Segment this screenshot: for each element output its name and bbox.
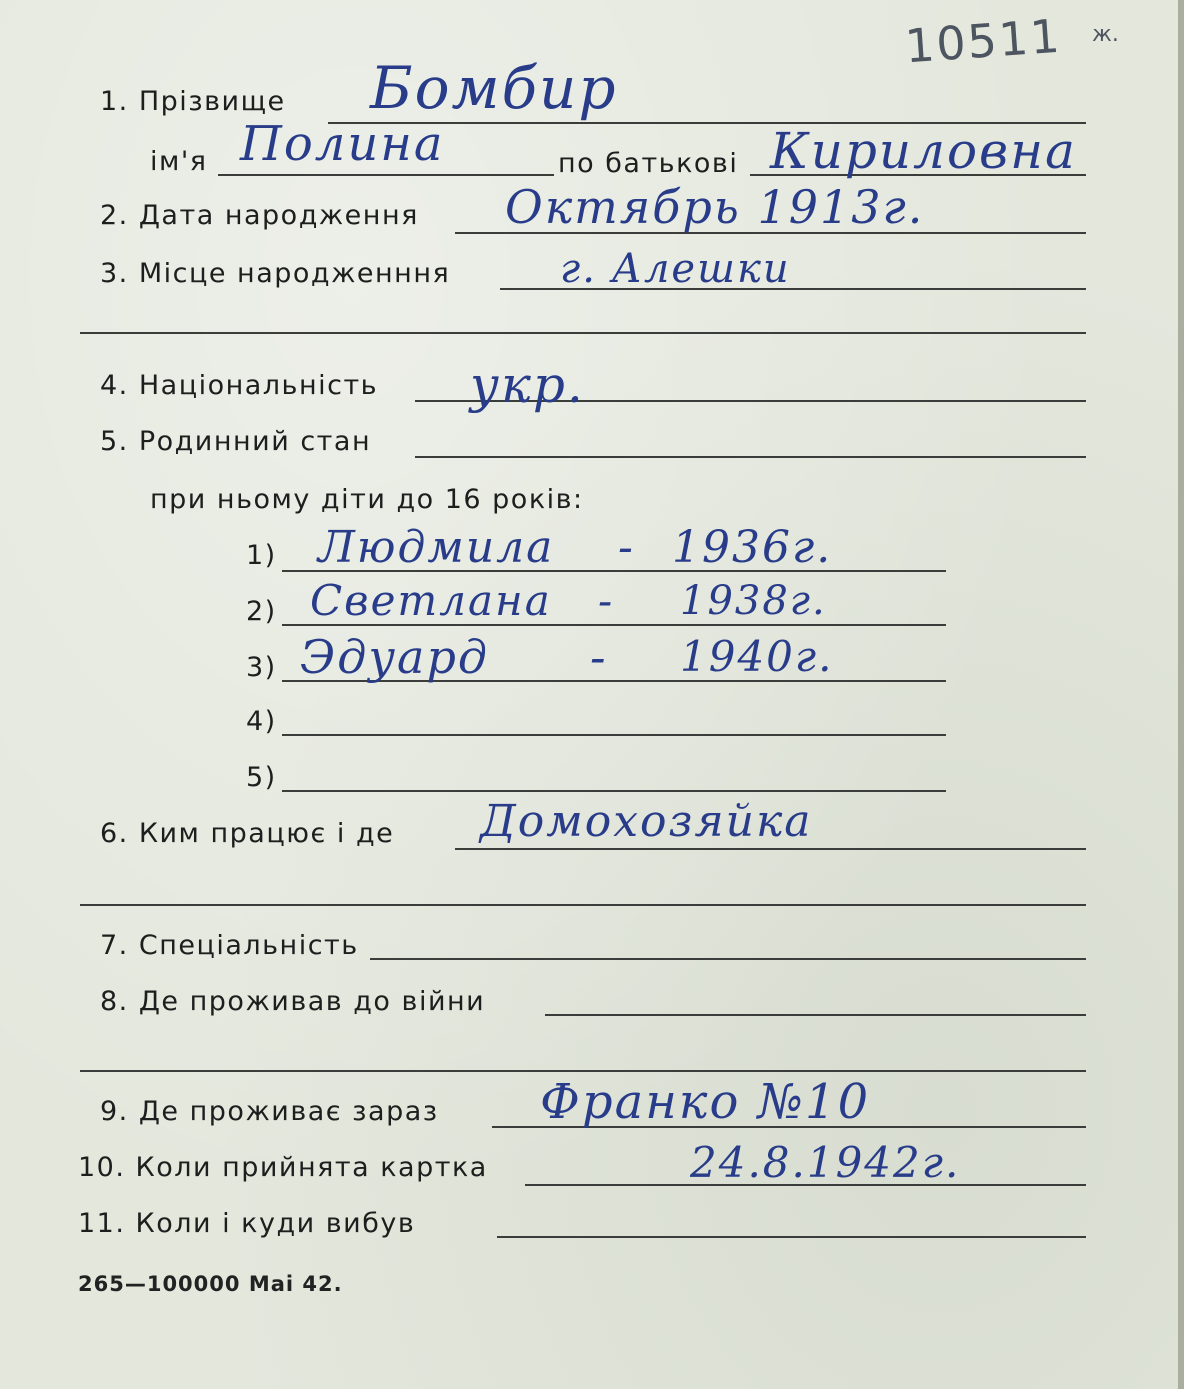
current-residence-label: 9. Де проживає зараз	[100, 1096, 439, 1127]
child-number: 3)	[246, 652, 277, 683]
first-name-line	[218, 174, 554, 176]
specialty-label: 7. Спеціальність	[100, 930, 359, 961]
prewar-residence-line-2	[80, 1070, 1086, 1072]
birth-place-label: 3. Місце народженння	[100, 258, 451, 289]
child-name: Светлана	[310, 576, 552, 625]
surname-value: Бомбир	[370, 54, 618, 122]
family-status-line	[415, 456, 1086, 458]
specialty-line	[370, 958, 1086, 960]
surname-label: 1. Прізвище	[100, 86, 286, 117]
occupation-value: Домохозяйка	[480, 796, 813, 847]
child-number: 1)	[246, 540, 277, 571]
departed-line	[497, 1236, 1086, 1238]
child-number: 2)	[246, 596, 277, 627]
patronymic-value: Кириловна	[770, 122, 1077, 180]
birth-date-value: Октябрь 1913г.	[505, 180, 925, 234]
child-line	[282, 790, 946, 792]
child-number: 4)	[246, 706, 277, 737]
child-dash: -	[590, 630, 608, 684]
card-accepted-label: 10. Коли прийнята картка	[78, 1152, 488, 1183]
family-status-label: 5. Родинний стан	[100, 426, 372, 457]
current-residence-value: Франко №10	[540, 1074, 871, 1130]
prewar-residence-label: 8. Де проживав до війни	[100, 986, 486, 1017]
child-year: 1940г.	[680, 632, 834, 681]
child-dash: -	[598, 576, 615, 625]
child-line	[282, 734, 946, 736]
occupation-line-2	[80, 904, 1086, 906]
patronymic-label: по батькові	[558, 148, 739, 179]
birth-date-label: 2. Дата народження	[100, 200, 419, 231]
prewar-residence-line	[545, 1014, 1086, 1016]
child-name: Эдуард	[300, 630, 490, 684]
first-name-value: Полина	[240, 116, 445, 172]
first-name-label: ім'я	[150, 146, 208, 177]
departed-label: 11. Коли і куди вибув	[78, 1208, 416, 1239]
child-dash: -	[618, 522, 635, 573]
card-accepted-value: 24.8.1942г.	[690, 1138, 961, 1187]
child-year: 1938г.	[680, 578, 827, 624]
archive-number: 10511	[903, 8, 1064, 74]
child-year: 1936г.	[672, 522, 833, 573]
children-label: при ньому діти до 16 років:	[150, 484, 584, 515]
print-footer: 265—100000 Mai 42.	[78, 1272, 343, 1296]
birth-place-line-2	[80, 332, 1086, 334]
archive-suffix: ж.	[1092, 22, 1119, 47]
nationality-value: укр.	[470, 356, 585, 414]
child-name: Людмила	[318, 522, 555, 573]
birth-place-value: г. Алешки	[560, 246, 791, 292]
child-number: 5)	[246, 762, 277, 793]
occupation-line	[455, 848, 1086, 850]
nationality-label: 4. Національність	[100, 370, 379, 401]
occupation-label: 6. Ким працює і де	[100, 818, 395, 849]
